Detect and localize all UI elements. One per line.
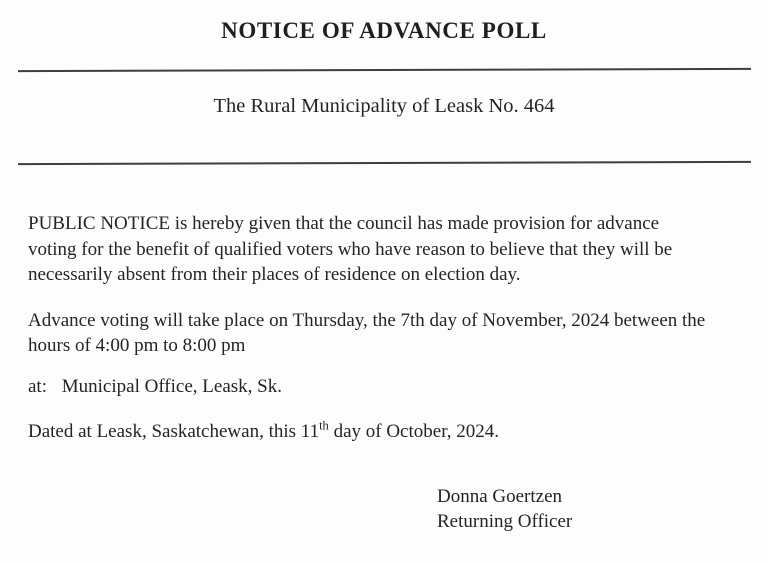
location-label: at: (28, 375, 47, 397)
paragraph-line: necessarily absent from their places of residence on election day. (28, 264, 521, 285)
dated-line-ordinal: th (319, 418, 329, 433)
signer-title: Returning Officer (437, 510, 573, 532)
divider-line-bottom (18, 161, 751, 165)
signer-name: Donna Goertzen (437, 485, 563, 507)
document-title: NOTICE OF ADVANCE POLL (221, 18, 547, 43)
public-notice-paragraph (28, 211, 740, 288)
paragraph-line: voting for the benefit of qualified voters who have reason to believe that they will be (28, 238, 673, 260)
municipality-name: The Rural Municipality of Leask No. 464 (213, 95, 555, 117)
dated-line-prefix: Dated at Leask, Saskatchewan, this 11 (28, 420, 320, 442)
dated-line (28, 419, 768, 444)
paragraph-line: hours of 4:00 pm to 8:00 pm (28, 335, 246, 356)
paragraph-line: Advance voting will take place on Thursday, the 7th day of November, 2024 between the (28, 309, 706, 331)
advance-voting-paragraph (28, 308, 740, 359)
signature-block (437, 484, 768, 534)
polling-location-line (28, 374, 768, 399)
dated-line-suffix: day of October, 2024. (328, 420, 500, 442)
location-value: Municipal Office, Leask, Sk. (61, 375, 282, 397)
paragraph-line: PUBLIC NOTICE is hereby given that the council has made provision for advance (28, 213, 660, 234)
divider-line-top (18, 68, 751, 72)
